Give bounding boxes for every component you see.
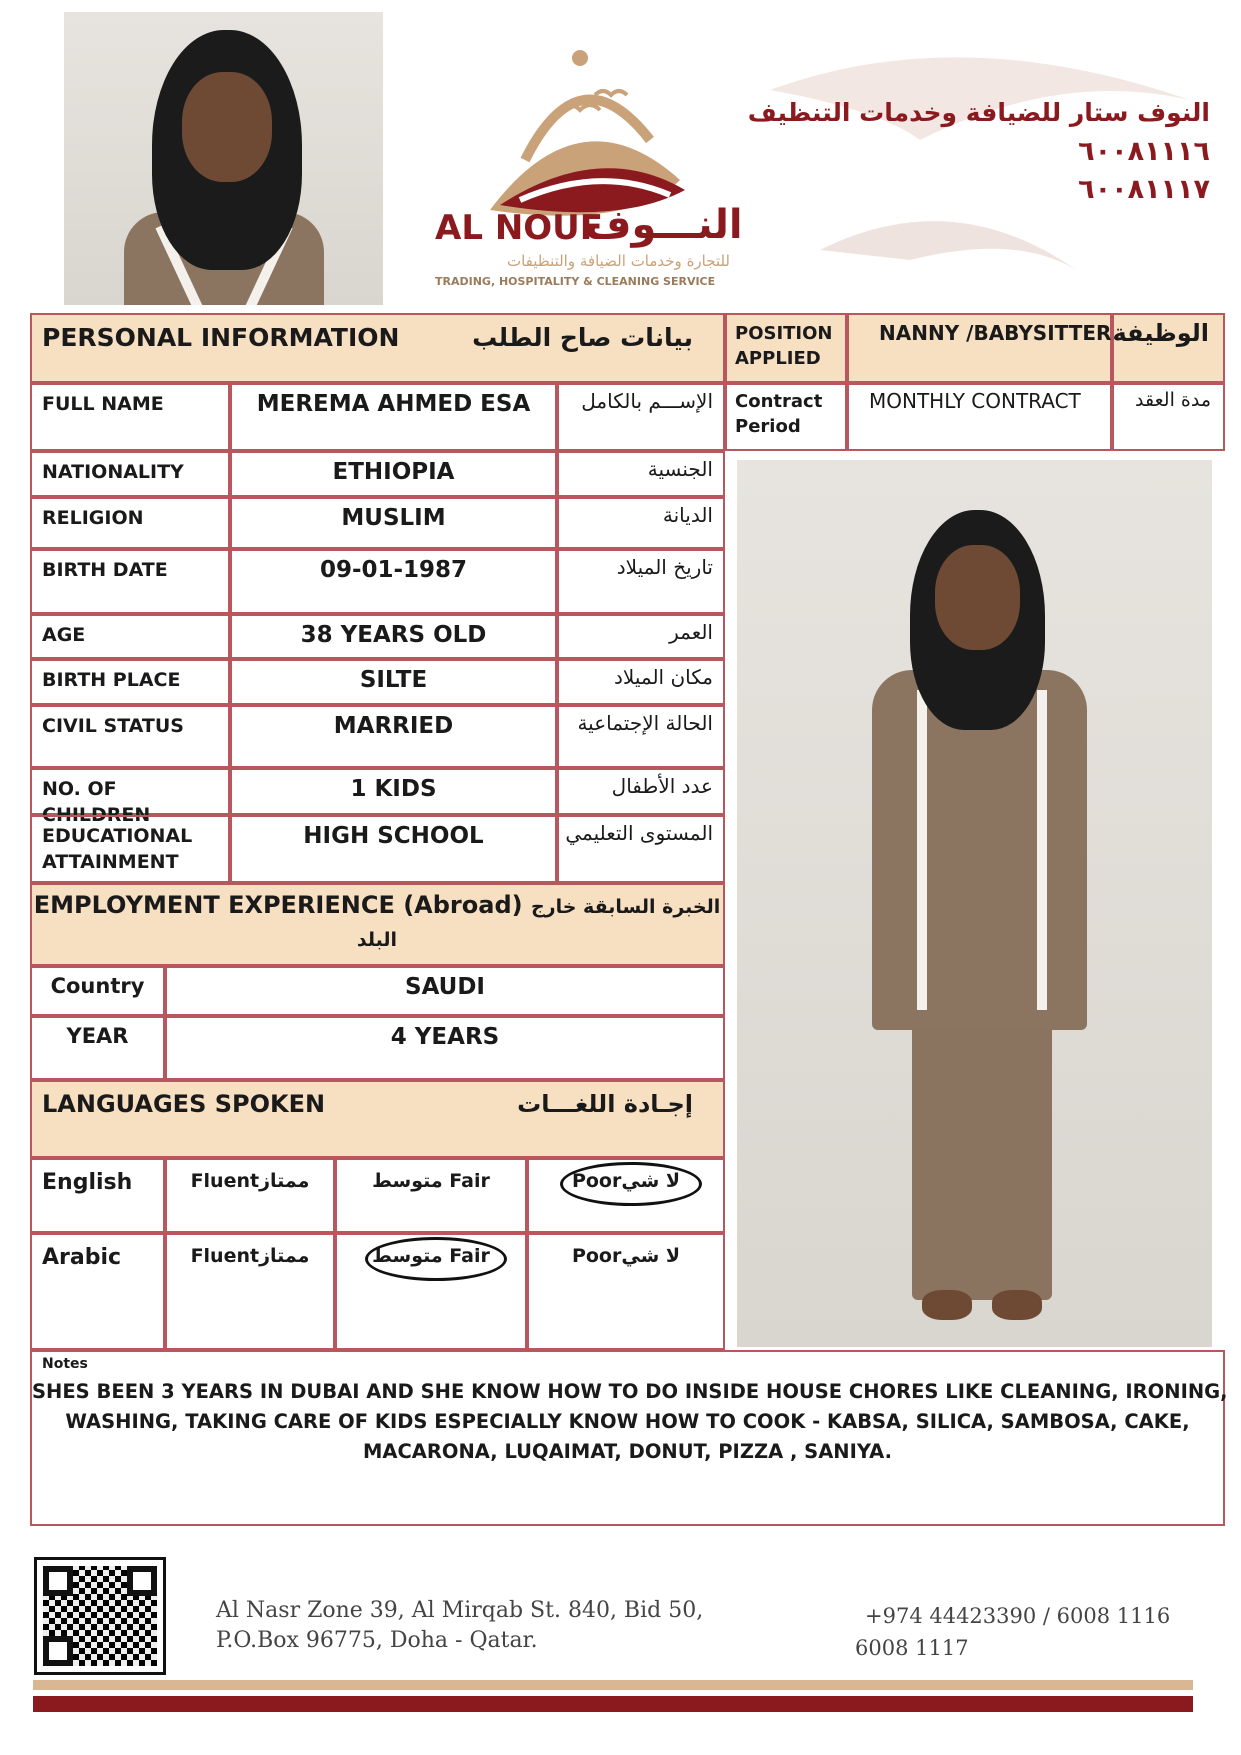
footer-bar-tan — [33, 1680, 1193, 1690]
row-arabic-label: الحالة الإجتماعية — [577, 711, 713, 735]
row-value: HIGH SCHOOL — [303, 823, 484, 849]
row-label-cell — [30, 451, 230, 497]
qr-code-frame — [34, 1557, 166, 1675]
row-arabic-label: المستوى التعليمي — [565, 821, 713, 845]
row-arabic-cell — [557, 451, 725, 497]
row-value: SILTE — [359, 667, 428, 693]
row-label: EDUCATIONAL ATTAINMENT — [42, 825, 193, 873]
language-name-cell — [30, 1233, 165, 1350]
row-label-cell — [30, 815, 230, 883]
row-value-cell — [230, 383, 557, 451]
employment-title-line — [32, 891, 722, 919]
phone-arabic-2: ٦٠٠٨١١١٧ — [1078, 174, 1210, 205]
language-level-cell — [165, 1233, 335, 1350]
row-value-cell — [230, 451, 557, 497]
personal-info-title-arabic: بيانات صاح الطلب — [472, 323, 693, 352]
employment-label: YEAR — [66, 1024, 129, 1048]
row-value-cell — [230, 549, 557, 614]
phone-arabic-1: ٦٠٠٨١١١٦ — [1078, 136, 1210, 167]
row-arabic-cell — [557, 614, 725, 659]
languages-title: LANGUAGES SPOKEN — [42, 1090, 326, 1118]
position-applied-arabic: الوظيفة — [1112, 319, 1209, 347]
languages-title-arabic: إجـادة اللغـــات — [517, 1090, 693, 1118]
row-arabic-label: العمر — [669, 620, 713, 644]
language-name-cell — [30, 1158, 165, 1233]
row-label: FULL NAME — [42, 393, 164, 415]
employment-title-arabic-2: البلد — [356, 929, 398, 951]
employment-header — [30, 883, 725, 966]
row-arabic-cell — [557, 497, 725, 549]
row-value: MEREMA AHMED ESA — [256, 391, 531, 417]
row-label-cell — [30, 549, 230, 614]
language-level-option: Fluentممتاز — [190, 1245, 310, 1267]
row-label: BIRTH PLACE — [42, 669, 181, 691]
row-label-cell — [30, 614, 230, 659]
row-label: NO. OF CHILDREN — [42, 778, 151, 826]
contract-value-cell — [847, 383, 1112, 451]
row-value: 38 YEARS OLD — [300, 622, 487, 648]
row-arabic-cell — [557, 659, 725, 705]
employment-label-cell — [30, 1016, 165, 1080]
company-logo — [430, 30, 743, 290]
row-arabic-label: الإســـم بالكامل — [581, 389, 713, 413]
row-value: 09-01-1987 — [319, 557, 468, 583]
employment-value-cell — [165, 1016, 725, 1080]
row-label: RELIGION — [42, 507, 144, 529]
contract-label-cell — [725, 383, 847, 451]
language-level-cell — [527, 1158, 725, 1233]
notes-line-1: SHES BEEN 3 YEARS IN DUBAI AND SHE KNOW HOW TO DO INSIDE HOUSE CHORES LIKE CLEANING, IRONING, — [32, 1380, 1228, 1403]
language-name: English — [42, 1170, 133, 1195]
row-arabic-cell — [557, 815, 725, 883]
language-level-option: Poorلا شي — [571, 1245, 681, 1267]
selected-level-circle — [560, 1162, 702, 1206]
contract-arabic: مدة العقد — [1135, 389, 1211, 411]
row-label-cell — [30, 705, 230, 768]
company-name-arabic: النوف ستار للضيافة وخدمات التنظيف — [747, 98, 1210, 127]
footer-phone-1: +974 44423390 / 6008 1116 — [865, 1604, 1171, 1628]
logo-sub-arabic: للتجارة وخدمات الضيافة والتنظيفات — [506, 252, 730, 270]
row-value-cell — [230, 705, 557, 768]
language-level-cell — [165, 1158, 335, 1233]
employment-label-cell — [30, 966, 165, 1016]
notes-box — [30, 1350, 1228, 1526]
row-value-cell — [230, 659, 557, 705]
contract-arabic-cell — [1112, 383, 1225, 451]
row-value-cell — [230, 768, 557, 815]
position-applied-value: NANNY /BABYSITTER — [879, 321, 1112, 345]
employment-title: EMPLOYMENT EXPERIENCE (Abroad) — [33, 891, 523, 919]
selected-level-circle — [365, 1237, 507, 1281]
row-label: CIVIL STATUS — [42, 715, 184, 737]
row-label-cell — [30, 383, 230, 451]
language-name: Arabic — [42, 1245, 122, 1270]
employment-value: SAUDI — [405, 974, 485, 1000]
row-label: AGE — [42, 624, 86, 646]
personal-info-title: PERSONAL INFORMATION — [42, 323, 400, 352]
position-applied-value-cell — [847, 313, 1112, 383]
employment-title-arabic: الخبرة السابقة خارج — [530, 896, 721, 918]
contract-value: MONTHLY CONTRACT — [869, 389, 1081, 413]
notes-line-3: MACARONA, LUQAIMAT, DONUT, PIZZA , SANIYA. — [362, 1440, 892, 1463]
notes-label: Notes — [42, 1356, 88, 1372]
full-body-photo — [737, 460, 1212, 1347]
row-arabic-label: الجنسية — [647, 457, 713, 481]
employment-value: 4 YEARS — [390, 1024, 500, 1050]
row-value: MUSLIM — [341, 505, 446, 531]
notes-line-2: WASHING, TAKING CARE OF KIDS ESPECIALLY KNOW HOW TO COOK - KABSA, SILICA, SAMBOSA, CAKE, — [65, 1410, 1190, 1433]
row-value-cell — [230, 614, 557, 659]
row-arabic-cell — [557, 549, 725, 614]
language-level-cell — [527, 1233, 725, 1350]
logo-sub-english: TRADING, HOSPITALITY & CLEANING SERVICE — [435, 275, 716, 288]
language-level-option: Poorلا شي — [571, 1170, 681, 1192]
footer-phone-2: 6008 1117 — [855, 1636, 969, 1660]
footer-bar-red — [33, 1696, 1193, 1712]
logo-arabic: النـــوف — [585, 202, 743, 248]
row-arabic-cell — [557, 768, 725, 815]
row-label-cell — [30, 659, 230, 705]
contract-label: Contract Period — [735, 391, 823, 437]
language-level-cell — [335, 1233, 527, 1350]
language-level-cell — [335, 1158, 527, 1233]
row-value: MARRIED — [333, 713, 454, 739]
footer-address-1: Al Nasr Zone 39, Al Mirqab St. 840, Bid 50, — [216, 1598, 704, 1623]
row-label-cell — [30, 497, 230, 549]
position-applied-arabic-cell — [1112, 313, 1225, 383]
position-applied-label-cell — [725, 313, 847, 383]
row-value-cell — [230, 497, 557, 549]
language-level-option: متوسط Fair — [372, 1245, 490, 1267]
row-arabic-label: عدد الأطفال — [611, 774, 713, 798]
language-level-option: متوسط Fair — [372, 1170, 490, 1192]
row-label: BIRTH DATE — [42, 559, 168, 581]
row-value: ETHIOPIA — [332, 459, 455, 485]
row-arabic-label: مكان الميلاد — [614, 665, 713, 689]
logo-english: AL NOUF — [435, 208, 604, 248]
row-value-cell — [230, 815, 557, 883]
employment-value-cell — [165, 966, 725, 1016]
row-label: NATIONALITY — [42, 461, 184, 483]
portrait-photo — [64, 12, 383, 305]
row-value: 1 KIDS — [350, 776, 437, 802]
position-applied-label: POSITION APPLIED — [735, 323, 833, 369]
row-arabic-label: تاريخ الميلاد — [616, 555, 713, 579]
row-label-cell — [30, 768, 230, 826]
employment-label: Country — [50, 974, 145, 998]
row-arabic-cell — [557, 383, 725, 451]
row-arabic-cell — [557, 705, 725, 768]
row-arabic-label: الديانة — [662, 503, 713, 527]
footer-address-2: P.O.Box 96775, Doha - Qatar. — [216, 1628, 538, 1653]
languages-header — [30, 1080, 725, 1158]
qr-code — [43, 1566, 157, 1666]
personal-info-header — [30, 313, 725, 383]
language-level-option: Fluentممتاز — [190, 1170, 310, 1192]
